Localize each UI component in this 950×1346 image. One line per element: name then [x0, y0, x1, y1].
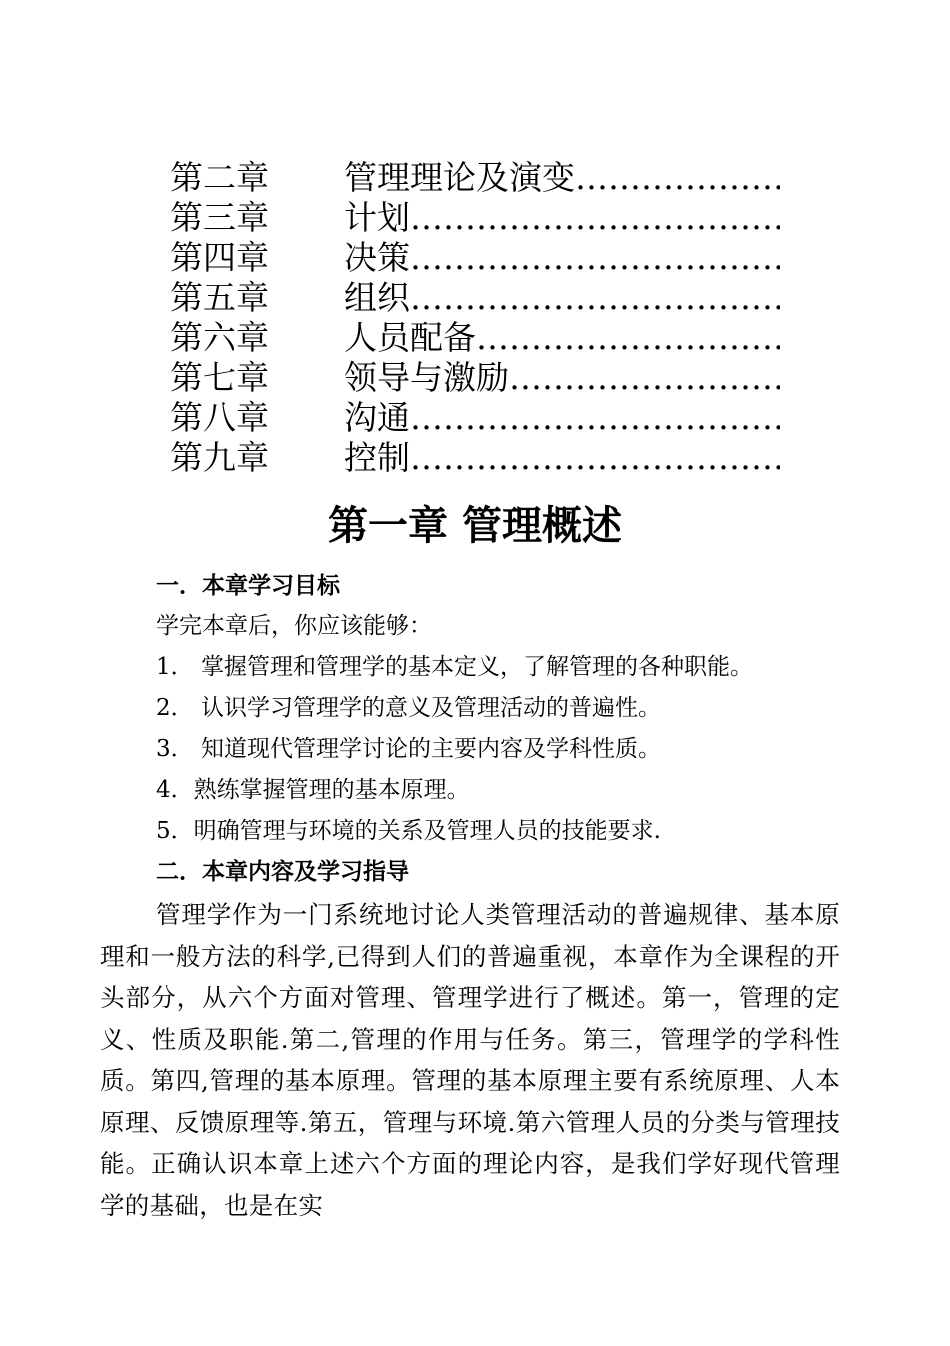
toc-chapter-number: 第六章: [170, 318, 269, 357]
toc-chapter-title: 决策 …………………………………………………………………………: [344, 238, 780, 278]
section-heading: 二．本章内容及学习指导: [156, 859, 409, 885]
toc-chapter-title: 管理理论及演变 …………………………………………………………………………: [344, 158, 780, 198]
toc-chapter-number: 第四章: [170, 238, 269, 277]
objective-item: 1． 掌握管理和管理学的基本定义，了解管理的各种职能。: [156, 654, 753, 680]
toc-entry: [170, 358, 780, 398]
body-paragraph: 管理学作为一门系统地讨论人类管理活动的普遍规律、基本原理和一般方法的科学,已得到人们的普遍重视，本章作为全课程的开头部分，从六个方面对管理、管理学进行了概述。第一，管理的定义、性质及职能.第二,管理的作用与任务。第三，管理学的学科性质。第四,管理的基本原理。管理的基本原理主要有系统原理、人本原理、反馈原理等.第五，管理与环境.第六管理人员的分类与管理技能。正确认识本章上述六个方面的理论内容，是我们学好现代管理学的基础，也是在实: [100, 900, 840, 1220]
chapter-content: [100, 566, 840, 1226]
toc-chapter-title: 计划 …………………………………………………………………………: [344, 198, 780, 238]
toc-entry: [170, 318, 780, 358]
toc-entry: [170, 278, 780, 318]
toc-entry: [170, 158, 780, 198]
objective-item: 3． 知道现代管理学讨论的主要内容及学科性质。: [156, 736, 661, 762]
toc-chapter-title: 领导与激励 …………………………………………………………………………: [344, 358, 780, 398]
objective-item: 4．熟练掌握管理的基本原理。: [156, 777, 470, 803]
toc-entry: [170, 438, 780, 478]
toc-chapter-number: 第三章: [170, 198, 269, 237]
section-heading: 一．本章学习目标: [156, 573, 340, 599]
objective-item: 5．明确管理与环境的关系及管理人员的技能要求.: [156, 818, 661, 844]
toc-chapter-title: 沟通 …………………………………………………………………………: [344, 398, 780, 438]
chapter-heading: 第一章 管理概述: [328, 503, 622, 549]
toc-chapter-title: 组织 …………………………………………………………………………: [344, 278, 780, 318]
objective-item: 2． 认识学习管理学的意义及管理活动的普遍性。: [156, 695, 661, 721]
toc-chapter-number: 第八章: [170, 398, 269, 437]
toc-entry: [170, 198, 780, 238]
toc-chapter-number: 第七章: [170, 358, 269, 397]
toc-entry: [170, 238, 780, 278]
toc-chapter-number: 第五章: [170, 278, 269, 317]
toc-chapter-title: 控制 …………………………………………………………………………: [344, 438, 780, 478]
section-intro: 学完本章后，你应该能够：: [156, 613, 432, 639]
table-of-contents: [170, 158, 780, 478]
toc-chapter-number: 第二章: [170, 158, 269, 197]
toc-entry: [170, 398, 780, 438]
toc-chapter-title: 人员配备 …………………………………………………………………………: [344, 318, 780, 358]
toc-chapter-number: 第九章: [170, 438, 269, 477]
